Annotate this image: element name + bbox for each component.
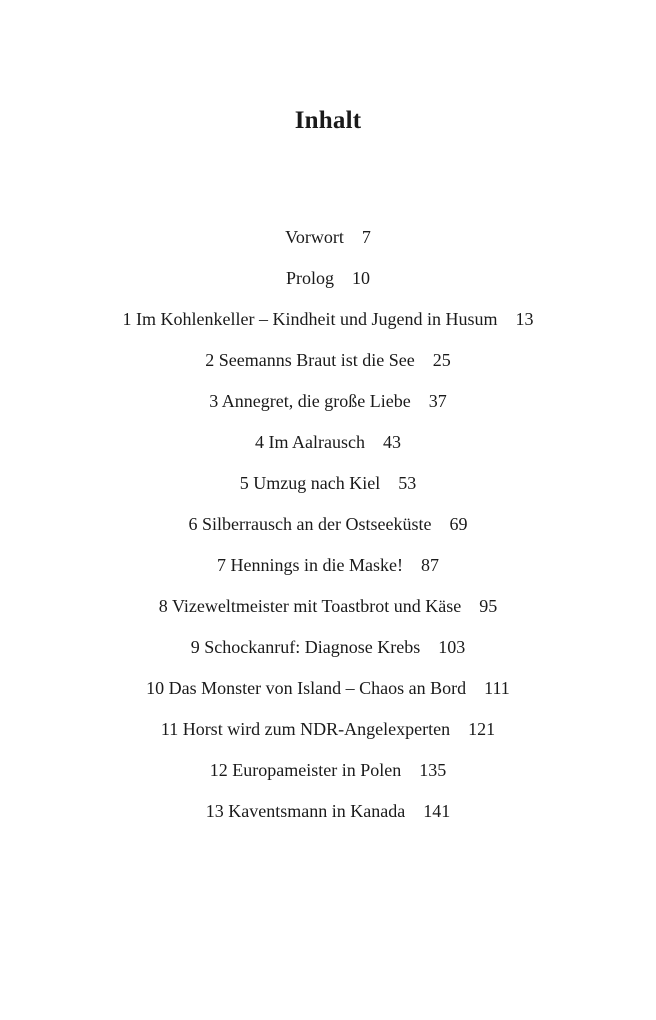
toc-entry-page: 121	[468, 719, 496, 739]
toc-entry	[0, 714, 656, 755]
toc-entry	[0, 304, 656, 345]
toc-entry-label: 4 Im Aalrausch	[255, 432, 365, 452]
toc-entry	[0, 755, 656, 796]
toc-entry-page: 69	[449, 514, 468, 534]
toc-entry-label: 10 Das Monster von Island – Chaos an Bord	[146, 678, 467, 698]
toc-entry	[0, 345, 656, 386]
toc-entry-page: 10	[352, 268, 370, 288]
toc-entry-page: 95	[479, 596, 498, 616]
toc-entry-page: 37	[428, 391, 447, 411]
toc-entry	[0, 509, 656, 550]
toc-entry-label: 2 Seemanns Braut ist die See	[205, 350, 415, 370]
toc-entry-page: 87	[420, 555, 439, 575]
toc-entry-label: 8 Vizeweltmeister mit Toastbrot und Käse	[158, 596, 462, 616]
toc-entry-page: 103	[438, 637, 466, 657]
toc-entry-page: 111	[484, 678, 510, 698]
toc-entry-page: 135	[419, 760, 447, 780]
toc-entry-label: 3 Annegret, die große Liebe	[209, 391, 411, 411]
toc-entry-label: 7 Hennings in die Maske!	[217, 555, 403, 575]
toc-entry	[0, 263, 656, 304]
toc-entry-label: Prolog	[285, 268, 334, 288]
toc-entry-page: 13	[515, 309, 534, 329]
page-title: Inhalt	[294, 107, 362, 134]
toc-entry-label: Vorwort	[285, 227, 344, 247]
toc-entry-label: 1 Im Kohlenkeller – Kindheit und Jugend in Husum	[122, 309, 498, 329]
toc-entry	[0, 427, 656, 468]
table-of-contents	[0, 222, 656, 837]
toc-entry	[0, 591, 656, 632]
toc-entry-label: 6 Silberrausch an der Ostseeküste	[188, 514, 432, 534]
toc-entry	[0, 550, 656, 591]
toc-entry-label: 11 Horst wird zum NDR-Angelexperten	[160, 719, 451, 739]
toc-entry-page: 7	[361, 227, 371, 247]
toc-entry	[0, 796, 656, 837]
toc-entry	[0, 632, 656, 673]
toc-entry-page: 25	[432, 350, 451, 370]
toc-entry-page: 141	[423, 801, 451, 821]
toc-entry-label: 12 Europameister in Polen	[209, 760, 402, 780]
toc-entry	[0, 222, 656, 263]
toc-entry-label: 5 Umzug nach Kiel	[239, 473, 381, 493]
toc-entry	[0, 386, 656, 427]
toc-entry	[0, 468, 656, 509]
toc-entry-label: 9 Schockanruf: Diagnose Krebs	[190, 637, 421, 657]
toc-entry-page: 43	[382, 432, 401, 452]
toc-entry-page: 53	[398, 473, 417, 493]
toc-entry-label: 13 Kaventsmann in Kanada	[205, 801, 406, 821]
toc-entry	[0, 673, 656, 714]
